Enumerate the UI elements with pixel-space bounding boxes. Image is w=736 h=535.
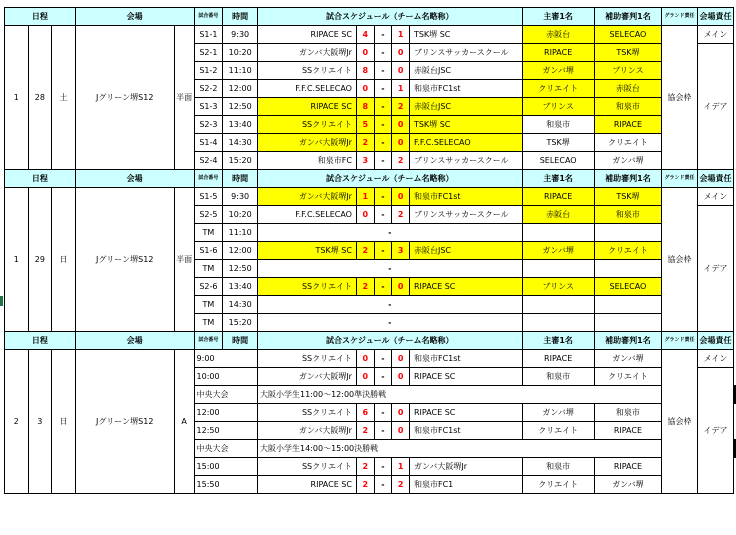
score-dash[interactable]: - (374, 350, 392, 368)
match-code[interactable]: TM (194, 314, 223, 332)
home-team[interactable]: SSクリエイト (258, 458, 357, 476)
header-venue-resp[interactable]: 会場責任 (697, 8, 733, 26)
assistant-referee[interactable] (735, 386, 736, 404)
away-team[interactable]: ガンバ大阪堺Jr (409, 458, 522, 476)
home-score[interactable]: 1 (356, 188, 374, 206)
match-code[interactable]: S1-4 (194, 134, 223, 152)
score-dash[interactable]: - (374, 44, 392, 62)
header-row (5, 8, 736, 26)
away-team[interactable]: ブリンスサッカースクール (409, 206, 522, 224)
referee[interactable]: クリエイト (522, 422, 594, 440)
referee[interactable]: RIPACE (522, 188, 594, 206)
match-time[interactable]: 12:00 (194, 404, 257, 422)
referee[interactable]: 赤阪台 (522, 206, 594, 224)
match-time[interactable]: 13:40 (223, 116, 258, 134)
venue-name[interactable]: Jグリーン堺S12 (75, 26, 174, 170)
away-team[interactable]: 和泉市FC1st (409, 80, 522, 98)
score-dash[interactable]: - (374, 62, 392, 80)
score-dash[interactable]: - (374, 152, 392, 170)
away-score[interactable]: 0 (392, 134, 410, 152)
header-match-no[interactable]: 試合番号 (194, 170, 223, 188)
home-score[interactable]: 2 (356, 458, 374, 476)
assistant-referee[interactable]: ブリンス (594, 62, 661, 80)
referee[interactable] (522, 296, 594, 314)
home-team[interactable]: SSクリエイト (258, 62, 357, 80)
away-team[interactable]: RIPACE SC (409, 278, 522, 296)
table-row (5, 350, 736, 368)
score-dash[interactable]: - (374, 476, 392, 494)
away-team[interactable]: ブリンスサッカースクール (409, 152, 522, 170)
match-empty[interactable]: - (258, 296, 523, 314)
away-score[interactable]: 1 (392, 26, 410, 44)
referee[interactable]: 赤阪台 (522, 26, 594, 44)
assistant-referee[interactable]: RIPACE (594, 116, 661, 134)
score-dash[interactable]: - (374, 98, 392, 116)
assistant-referee[interactable]: RIPACE (594, 458, 661, 476)
home-team[interactable]: ガンバ大阪堺Jr (258, 134, 357, 152)
home-team[interactable]: F.F.C.SELECAO (258, 206, 357, 224)
home-score[interactable]: 8 (356, 62, 374, 80)
home-team[interactable]: SSクリエイト (258, 350, 357, 368)
assistant-referee[interactable] (594, 224, 661, 242)
away-score[interactable]: 2 (392, 98, 410, 116)
away-score[interactable]: 0 (392, 188, 410, 206)
header-date[interactable]: 日程 (5, 8, 76, 26)
day-weekday[interactable]: 土 (52, 26, 76, 170)
header-venue[interactable]: 会場 (75, 332, 194, 350)
header-schedule[interactable]: 試合スケジュール（チーム名略称） (258, 8, 523, 26)
away-team[interactable]: 和泉市FC1st (409, 422, 522, 440)
away-team[interactable]: 和泉市FC1st (409, 350, 522, 368)
match-code[interactable]: S2-4 (194, 152, 223, 170)
header-venue[interactable]: 会場 (75, 170, 194, 188)
referee[interactable]: SELECAO (522, 152, 594, 170)
venue-field[interactable]: A (174, 350, 194, 494)
header-referee[interactable]: 主審1名 (522, 8, 594, 26)
home-team[interactable]: TSK堺 SC (258, 242, 357, 260)
score-dash[interactable]: - (374, 422, 392, 440)
assistant-referee[interactable]: ガンバ堺 (594, 152, 661, 170)
away-team[interactable]: 和泉市FC1 (409, 476, 522, 494)
header-schedule[interactable]: 試合スケジュール（チーム名略称） (258, 332, 523, 350)
home-score[interactable]: 0 (356, 80, 374, 98)
assistant-referee[interactable]: TSK堺 (594, 44, 661, 62)
match-time[interactable]: 15:20 (223, 314, 258, 332)
header-venue-resp[interactable]: 会場責任 (697, 170, 733, 188)
assistant-referee[interactable]: SELECAO (594, 278, 661, 296)
header-match-no[interactable]: 試合番号 (194, 8, 223, 26)
home-score[interactable]: 5 (356, 116, 374, 134)
assistant-referee[interactable]: ガンバ堺 (594, 350, 661, 368)
assistant-referee[interactable] (594, 260, 661, 278)
venue-responsibility-main[interactable]: メイン (697, 350, 733, 368)
away-team[interactable]: RIPACE SC (409, 368, 522, 386)
match-time[interactable]: 10:20 (223, 44, 258, 62)
assistant-referee[interactable]: クリエイト (594, 368, 661, 386)
away-score[interactable]: 0 (392, 368, 410, 386)
home-score[interactable]: 2 (356, 422, 374, 440)
home-score[interactable]: 0 (356, 350, 374, 368)
schedule-sheet (4, 7, 736, 494)
score-dash[interactable]: - (374, 80, 392, 98)
match-time[interactable]: 14:30 (223, 134, 258, 152)
assistant-referee[interactable] (594, 296, 661, 314)
referee[interactable]: TSK堺 (522, 134, 594, 152)
venue-responsibility[interactable]: イデア (697, 206, 733, 332)
header-venue-resp[interactable]: 会場責任 (697, 332, 733, 350)
home-team[interactable]: RIPACE SC (258, 476, 357, 494)
home-team[interactable]: RIPACE SC (258, 98, 357, 116)
away-score[interactable]: 0 (392, 422, 410, 440)
header-time[interactable]: 時間 (223, 332, 258, 350)
away-score[interactable]: 2 (392, 152, 410, 170)
home-team[interactable]: SSクリエイト (258, 404, 357, 422)
score-dash[interactable]: - (374, 368, 392, 386)
match-code[interactable]: S1-1 (194, 26, 223, 44)
score-dash[interactable]: - (374, 134, 392, 152)
home-score[interactable]: 8 (356, 98, 374, 116)
referee[interactable] (522, 224, 594, 242)
match-time[interactable]: 13:40 (223, 278, 258, 296)
home-team[interactable]: ガンバ大阪堺Jr (258, 188, 357, 206)
match-empty[interactable]: - (258, 314, 523, 332)
match-code[interactable]: S2-2 (194, 80, 223, 98)
score-dash[interactable]: - (374, 116, 392, 134)
day-date[interactable]: 29 (28, 188, 52, 332)
match-code[interactable]: TM (194, 296, 223, 314)
away-team[interactable]: TSK堺 SC (409, 26, 522, 44)
header-time[interactable]: 時間 (223, 170, 258, 188)
away-score[interactable]: 1 (392, 80, 410, 98)
home-score[interactable]: 6 (356, 404, 374, 422)
day-number[interactable]: 1 (5, 26, 29, 170)
day-number[interactable]: 1 (5, 188, 29, 332)
score-dash[interactable]: - (374, 242, 392, 260)
schedule-body (5, 8, 736, 494)
header-row (5, 332, 736, 350)
score-dash[interactable]: - (374, 278, 392, 296)
match-empty[interactable]: - (258, 260, 523, 278)
referee[interactable]: 和泉市 (522, 368, 594, 386)
assistant-referee[interactable]: クリエイト (594, 134, 661, 152)
home-team[interactable]: RIPACE SC (258, 26, 357, 44)
referee[interactable]: 和泉市 (522, 116, 594, 134)
assistant-referee[interactable]: 赤阪台 (594, 80, 661, 98)
header-assistant[interactable]: 補助審判1名 (594, 8, 661, 26)
day-date[interactable]: 28 (28, 26, 52, 170)
home-team[interactable]: F.F.C.SELECAO (258, 80, 357, 98)
home-team[interactable]: ガンバ大阪堺Jr (258, 422, 357, 440)
home-score[interactable]: 2 (356, 476, 374, 494)
header-assistant[interactable]: 補助審判1名 (594, 170, 661, 188)
match-time[interactable]: 12:50 (223, 260, 258, 278)
match-code[interactable]: S1-3 (194, 98, 223, 116)
header-referee[interactable]: 主審1名 (522, 332, 594, 350)
day-weekday[interactable]: 日 (52, 188, 76, 332)
ground-responsibility[interactable]: 協会枠 (662, 26, 698, 170)
header-time[interactable]: 時間 (223, 8, 258, 26)
assistant-referee[interactable]: 和泉市 (594, 98, 661, 116)
referee[interactable]: RIPACE (522, 350, 594, 368)
match-code[interactable]: TM (194, 224, 223, 242)
header-schedule[interactable]: 試合スケジュール（チーム名略称） (258, 170, 523, 188)
away-score[interactable]: 0 (392, 116, 410, 134)
away-score[interactable]: 0 (392, 62, 410, 80)
away-team[interactable]: TSK堺 SC (409, 116, 522, 134)
away-score[interactable]: 0 (392, 278, 410, 296)
match-time[interactable]: 9:30 (223, 26, 258, 44)
referee[interactable]: ブリンス (522, 98, 594, 116)
match-time[interactable]: 14:30 (223, 296, 258, 314)
venue-responsibility[interactable]: イデア (697, 368, 733, 494)
referee[interactable]: クリエイト (522, 80, 594, 98)
referee[interactable] (522, 260, 594, 278)
venue-responsibility[interactable]: イデア (697, 44, 733, 170)
match-time[interactable]: 9:30 (223, 188, 258, 206)
score-dash[interactable]: - (374, 404, 392, 422)
match-time[interactable]: 12:50 (194, 422, 257, 440)
assistant-referee[interactable] (594, 314, 661, 332)
away-team[interactable]: ブリンスサッカースクール (409, 44, 522, 62)
venue-responsibility-main[interactable]: メイン (697, 188, 733, 206)
venue-field[interactable]: 半面 (174, 188, 194, 332)
header-assistant[interactable]: 補助審判1名 (594, 332, 661, 350)
away-team[interactable]: F.F.C.SELECAO (409, 134, 522, 152)
away-score[interactable]: 1 (392, 458, 410, 476)
match-time[interactable]: 11:10 (223, 62, 258, 80)
match-time[interactable]: 10:20 (223, 206, 258, 224)
special-note[interactable]: 大阪小学生11:00～12:00準決勝戦 (258, 386, 662, 404)
away-team[interactable]: RIPACE SC (409, 404, 522, 422)
match-time[interactable]: 11:10 (223, 224, 258, 242)
home-score[interactable]: 3 (356, 152, 374, 170)
home-score[interactable]: 0 (356, 206, 374, 224)
home-team[interactable]: SSクリエイト (258, 278, 357, 296)
assistant-referee[interactable]: RIPACE (594, 422, 661, 440)
match-time[interactable]: 12:00 (223, 80, 258, 98)
referee[interactable] (522, 314, 594, 332)
score-dash[interactable]: - (374, 458, 392, 476)
away-team[interactable]: 赤阪台JSC (409, 62, 522, 80)
referee[interactable]: 和泉市 (522, 458, 594, 476)
match-time[interactable]: 15:20 (223, 152, 258, 170)
referee[interactable]: ガンバ堺 (522, 62, 594, 80)
header-ground[interactable]: グランド責任 (662, 170, 698, 188)
header-row (5, 170, 736, 188)
home-score[interactable]: 2 (356, 278, 374, 296)
match-code[interactable]: S2-6 (194, 278, 223, 296)
assistant-referee[interactable]: 和泉市 (594, 206, 661, 224)
venue-responsibility-main[interactable]: メイン (697, 26, 733, 44)
match-code[interactable]: TM (194, 260, 223, 278)
special-note[interactable]: 大阪小学生14:00～15:00決勝戦 (258, 440, 662, 458)
away-score[interactable]: 2 (392, 476, 410, 494)
away-score[interactable]: 0 (392, 350, 410, 368)
match-code[interactable]: S2-3 (194, 116, 223, 134)
away-team[interactable]: 赤阪台JSC (409, 242, 522, 260)
special-event[interactable]: 中央大会 (194, 386, 257, 404)
assistant-referee[interactable]: TSK堺 (594, 188, 661, 206)
venue-name[interactable]: Jグリーン堺S12 (75, 188, 174, 332)
header-ground[interactable]: グランド責任 (662, 332, 698, 350)
table-row (5, 188, 736, 206)
away-score[interactable]: 3 (392, 242, 410, 260)
match-empty[interactable]: - (258, 224, 523, 242)
header-date[interactable]: 日程 (5, 170, 76, 188)
home-team[interactable]: 和泉市FC (258, 152, 357, 170)
assistant-referee[interactable]: クリエイト (594, 242, 661, 260)
home-score[interactable]: 2 (356, 134, 374, 152)
away-score[interactable]: 0 (392, 404, 410, 422)
match-time[interactable]: 12:50 (223, 98, 258, 116)
referee[interactable]: RIPACE (522, 44, 594, 62)
ground-responsibility[interactable]: 協会枠 (662, 350, 698, 494)
score-dash[interactable]: - (374, 188, 392, 206)
match-code[interactable]: S1-2 (194, 62, 223, 80)
ground-responsibility[interactable]: 協会枠 (662, 188, 698, 332)
match-time[interactable]: 9:00 (194, 350, 257, 368)
referee[interactable]: ガンバ堺 (522, 242, 594, 260)
referee[interactable]: ブリンス (522, 278, 594, 296)
score-dash[interactable]: - (374, 26, 392, 44)
away-score[interactable]: 2 (392, 206, 410, 224)
header-match-no[interactable]: 試合番号 (194, 332, 223, 350)
away-team[interactable]: 和泉市FC1st (409, 188, 522, 206)
header-venue[interactable]: 会場 (75, 8, 194, 26)
match-code[interactable]: S1-6 (194, 242, 223, 260)
home-score[interactable]: 4 (356, 26, 374, 44)
home-score[interactable]: 2 (356, 242, 374, 260)
referee[interactable]: クリエイト (522, 476, 594, 494)
match-code[interactable]: S1-5 (194, 188, 223, 206)
header-date[interactable]: 日程 (5, 332, 76, 350)
match-time[interactable]: 10:00 (194, 368, 257, 386)
day-date[interactable]: 3 (28, 350, 52, 494)
assistant-referee[interactable]: ガンバ堺 (594, 476, 661, 494)
referee[interactable]: ガンバ堺 (522, 404, 594, 422)
home-score[interactable]: 0 (356, 44, 374, 62)
score-dash[interactable]: - (374, 206, 392, 224)
venue-name[interactable]: Jグリーン堺S12 (75, 350, 174, 494)
day-weekday[interactable]: 日 (52, 350, 76, 494)
assistant-referee[interactable]: 和泉市 (594, 404, 661, 422)
venue-field[interactable]: 半面 (174, 26, 194, 170)
match-time[interactable]: 15:00 (194, 458, 257, 476)
match-time[interactable]: 12:00 (223, 242, 258, 260)
table-row (5, 26, 736, 44)
home-team[interactable]: ガンバ大阪堺Jr (258, 44, 357, 62)
home-team[interactable]: ガンバ大阪堺Jr (258, 368, 357, 386)
header-ground[interactable]: グランド責任 (662, 8, 698, 26)
home-score[interactable]: 0 (356, 368, 374, 386)
home-team[interactable]: SSクリエイト (258, 116, 357, 134)
assistant-referee[interactable] (735, 440, 736, 458)
day-number[interactable]: 2 (5, 350, 29, 494)
assistant-referee[interactable]: SELECAO (594, 26, 661, 44)
row-selection-marker (0, 296, 3, 306)
away-score[interactable]: 0 (392, 44, 410, 62)
match-code[interactable]: S2-5 (194, 206, 223, 224)
match-code[interactable]: S2-1 (194, 44, 223, 62)
match-time[interactable]: 15:50 (194, 476, 257, 494)
away-team[interactable]: 赤阪台JSC (409, 98, 522, 116)
special-event[interactable]: 中央大会 (194, 440, 257, 458)
header-referee[interactable]: 主審1名 (522, 170, 594, 188)
